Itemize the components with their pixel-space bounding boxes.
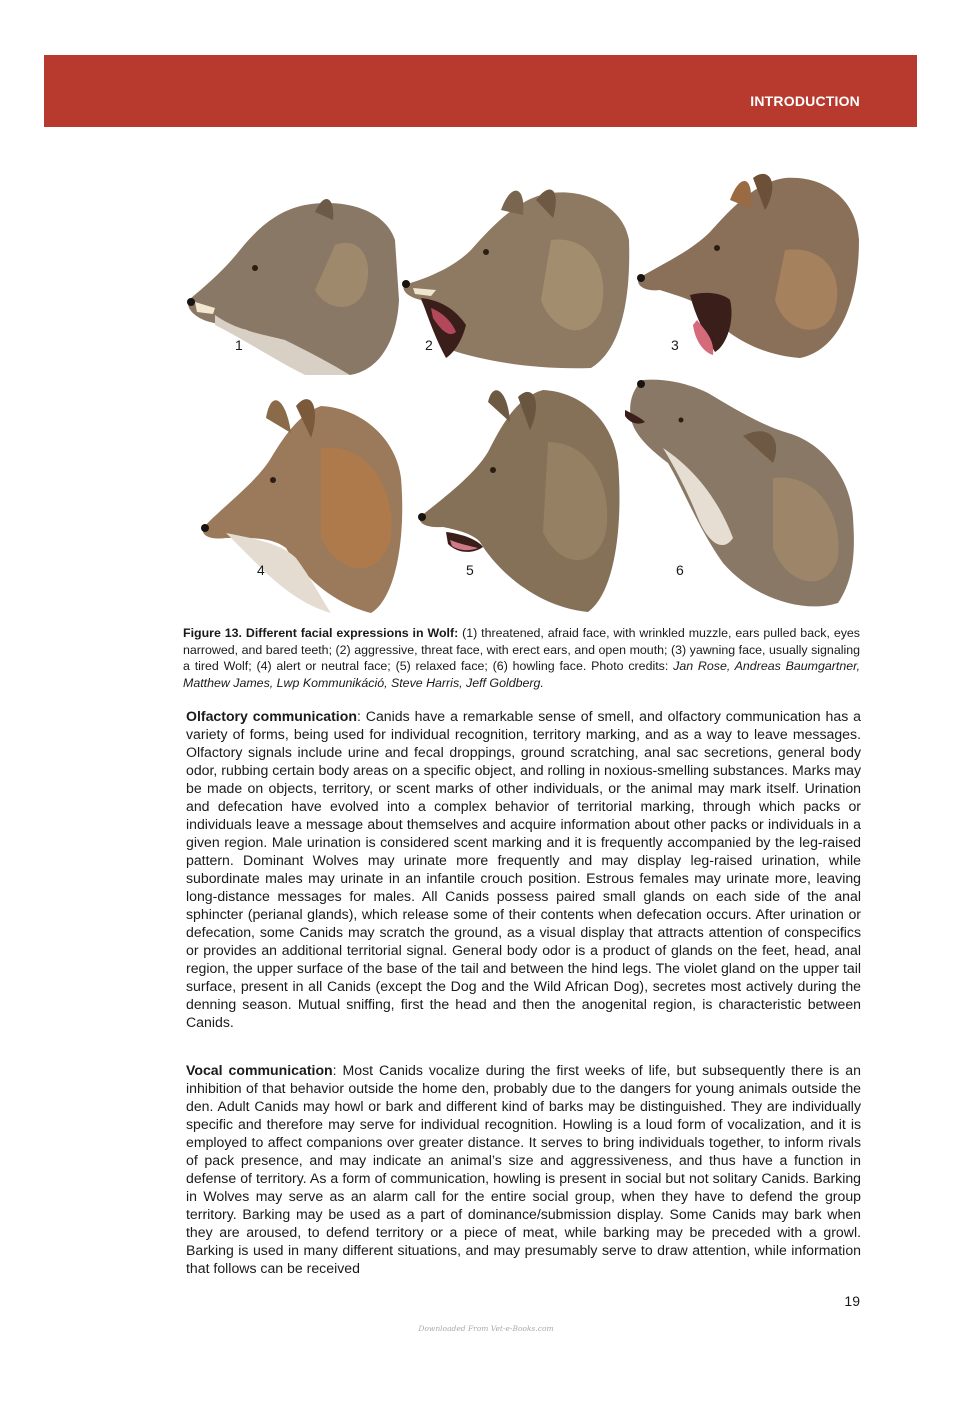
wolf-photo-6 [623,378,858,614]
wolf-photo-3 [635,170,861,360]
wolf-head-aggressive-icon [401,180,633,370]
wolf-photo-1 [185,190,400,375]
figure-number-6: 6 [676,562,684,578]
caption-body: (1) threatened, afraid face, with wrinkled muzzle, ears pulled back, eyes narrowed, and bared teeth; (2) aggressive, threat face, with erect ears, and open mouth; (3) yawning face, usually signaling a tired Wolf; (4) alert or neutral face; (5) relaxed face; (6) howling face. Photo credits: [183,626,860,673]
section-title: INTRODUCTION [750,93,860,109]
caption-lead: Figure 13. Different facial expressions in Wolf: [183,626,459,640]
vocal-text: : Most Canids vocalize during the first weeks of life, but subsequently there is an inhibition of that behavior outside the home den, probably due to the dangers for young animals outside the den. Adult Canids may howl or bark and different kind of barks may be distinguished. They are individually specific and therefore may serve for individual recognition. Howling is a loud form of vocalization, and it is employed to affect companions over greater distance. It serves to bring individuals together, to inform rivals of pack presence, and may indicate an animal’s size and aggressiveness, and thus have a function in defense of territory. As a form of communication, howling is present in social but not solitary Canids. Barking in Wolves may serve as an alarm call for the entire social group, when they have to defend the group territory. Barking may be used as a part of dominance/submission display. Some Canids may bark when they are aroused, to defend territory or a piece of meat, while barking may be preceded with a growl. Barking is used in many different situations, and may presumably serve to draw attention, while information that follows can be received [186,1062,861,1276]
caption-credits: Jan Rose, Andreas Baumgartner, Matthew James, Lwp Kommunikáció, Steve Harris, Jeff Goldberg. [183,659,861,690]
wolf-head-relaxed-icon [418,382,628,614]
wolf-head-threatened-icon [185,190,400,375]
figure-number-4: 4 [257,562,265,578]
figure-number-5: 5 [466,562,474,578]
page-number: 19 [844,1293,860,1309]
figure-number-2: 2 [425,337,433,353]
olfactory-paragraph [186,707,861,1031]
wolf-head-howling-icon [623,378,858,614]
vocal-term: Vocal communication [186,1062,333,1078]
olfactory-text: : Canids have a remarkable sense of smell, and olfactory communication has a variety of forms, being used for individual recognition, territory marking, and as a way to leave messages. Olfactory signals include urine and fecal droppings, ground scratching, anal sac secretions, general body odor, rubbing certain body areas on a specific object, and rolling in noxious-smelling substances. Marks may be made on objects, territory, or scent marks of other individuals, or the animal may mark itself. Urination and defecation have evolved into a complex behavior of territorial marking, through which packs or individuals leave a message about themselves and acquire information about other packs or individuals in a given region. Male urination is considered scent marking and it is frequently accompanied by the leg-raised pattern. Dominant Wolves may urinate more frequently and may display leg-raised urination, while subordinate males may urinate in an infantile crouch position. Estrous females may urinate more, leaving long-distance messages for males. All Canids possess paired small glands on each side of the anal sphincter (perianal glands), which release some of their contents when defecation occurs. After urination or defecation, some Canids may scratch the ground, as a visual display that attracts attention of conspecifics or provides an additional territorial signal. General body odor is a product of glands on the feet, head, anal region, the upper surface of the base of the tail and between the hind legs. The violet gland on the upper tail surface, present in all Canids (except the Dog and the Wild African Dog), secretes most actively during the denning season. Mutual sniffing, first the head and then the anogenital region, is characteristic between Canids. [186,708,861,1030]
figure-caption [183,625,860,691]
olfactory-term: Olfactory communication [186,708,357,724]
figure-13 [183,170,863,620]
figure-number-3: 3 [671,337,679,353]
vocal-paragraph [186,1061,861,1277]
wolf-head-alert-icon [201,388,411,616]
figure-number-1: 1 [235,337,243,353]
wolf-photo-2 [401,180,633,370]
wolf-photo-4 [201,388,411,616]
wolf-head-yawning-icon [635,170,861,360]
watermark: Downloaded From Vet-e-Books.com [418,1324,554,1333]
header-band [44,55,917,127]
wolf-photo-5 [418,382,628,614]
